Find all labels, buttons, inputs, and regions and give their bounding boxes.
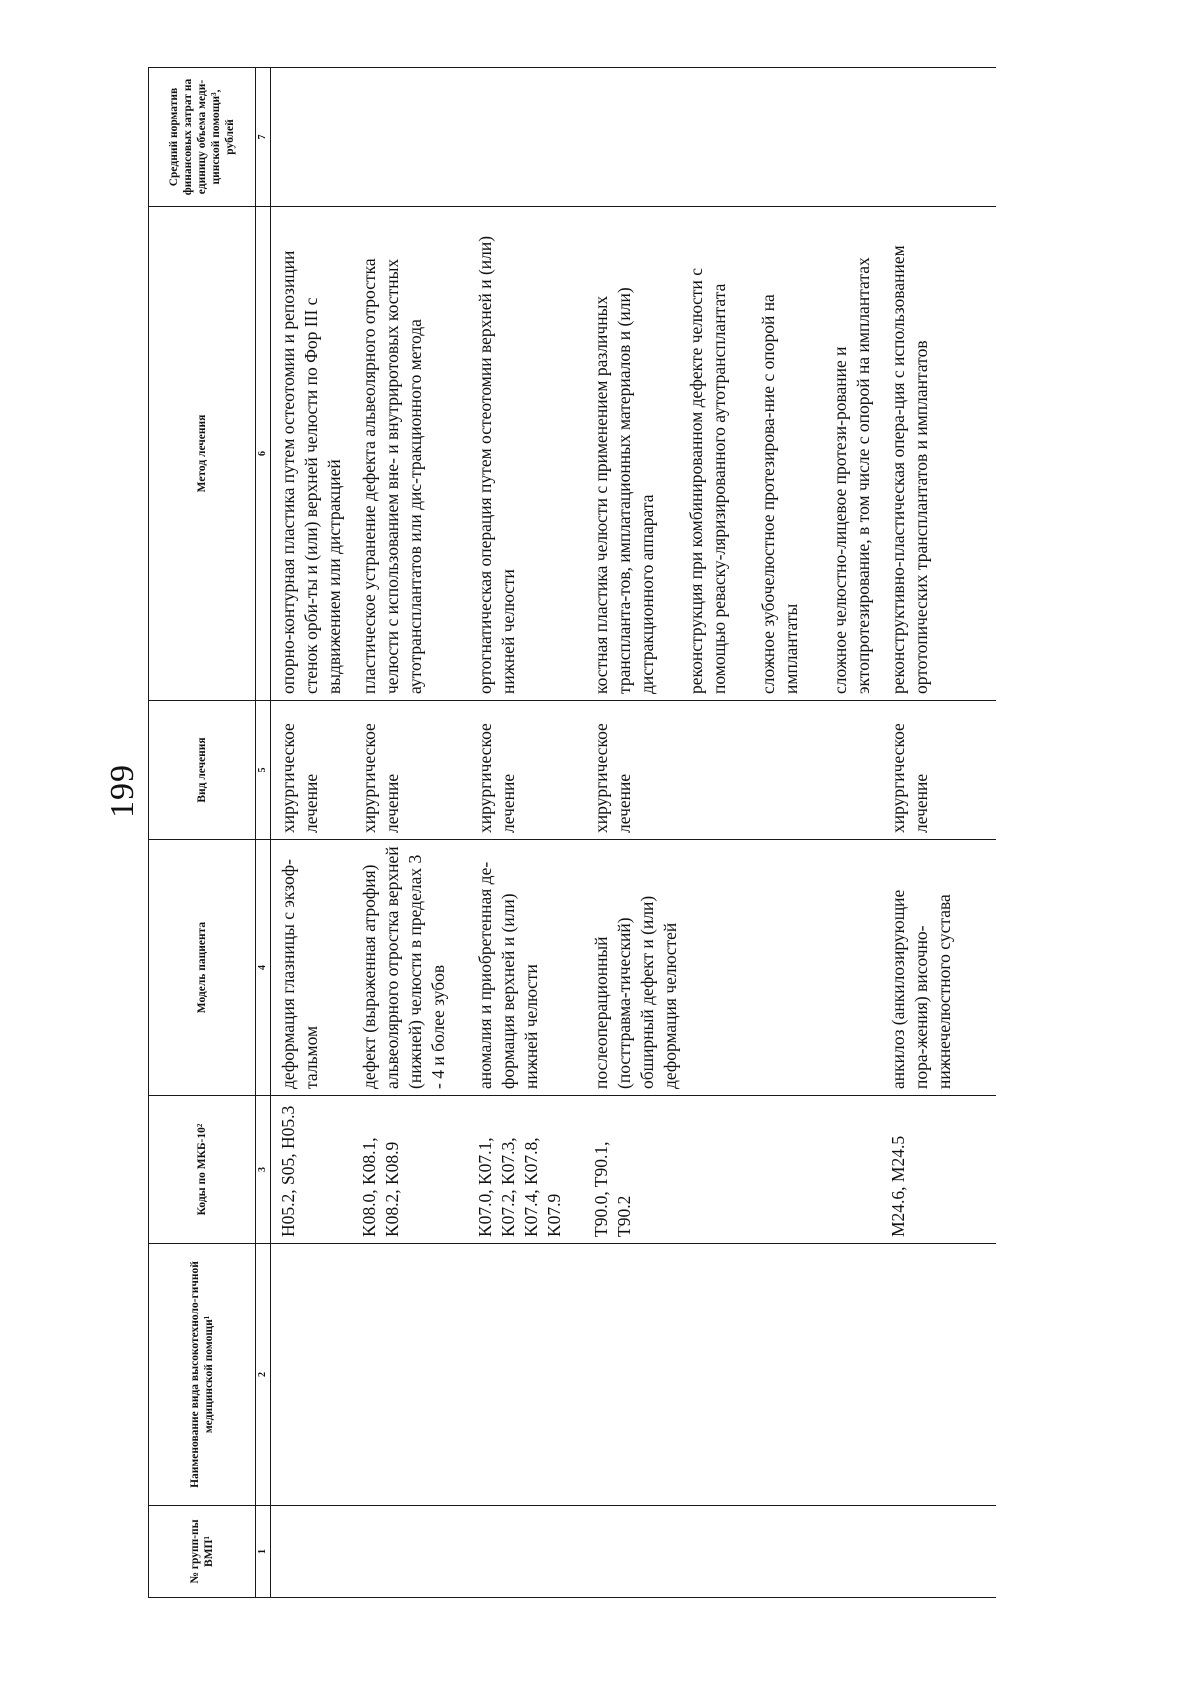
patient-model-cell: аномалия и приобретенная де-формация верхней и (или) нижней челюсти [468,840,584,1096]
treatment-table [148,67,996,1598]
method-item: пластическое устранение дефекта альвеолярного отростка челюсти с использованием вне- и внутриротовых костных аутотрансплантатов или дис-тракционного метода [359,258,425,694]
header-cell: Коды по МКБ-10² [149,1096,256,1244]
header-cell: Метод лечения [149,207,256,701]
table-row [271,68,353,1598]
patient-model-cell: анкилоз (анкилозирующие пора-жения) височно-нижнечелюстного сустава [881,840,996,1096]
treatment-type-cell: хирургическое лечение [271,701,353,840]
header-cell: Средний норматив финансовых затрат на единицу объема меди-цинской помощи³, рублей [149,68,256,207]
table-row [468,68,584,1598]
method-cell [584,207,881,701]
group-cell [584,1506,881,1598]
codes-cell: K08.0, K08.1, K08.2, K08.9 [352,1096,468,1244]
method-cell [271,207,353,701]
column-number: 5 [256,701,271,840]
patient-model-cell: дефект (выраженная атрофия) альвеолярного отростка верхней (нижней) челюсти в пределах 3 - 4 и более зубов [352,840,468,1096]
method-item: костная пластика челюсти с применением различных транспланта-тов, имплатационных материалов и (или) дистракционного аппарата [591,287,657,694]
method-item: опорно-контурная пластика путем остеотомии и репозиции стенок орби-ты и (или) верхней челюсти по Фор III с выдвижением или дистракцией [278,250,344,694]
group-cell [271,1506,353,1598]
column-number: 6 [256,207,271,701]
method-cell [881,207,996,701]
name-cell [584,1244,881,1506]
column-number: 7 [256,68,271,207]
table-row [352,68,468,1598]
group-cell [352,1506,468,1598]
treatment-type-cell: хирургическое лечение [352,701,468,840]
cost-cell [271,68,353,207]
method-cell [352,207,468,701]
treatment-type-cell: хирургическое лечение [584,701,881,840]
method-item: сложное зубочелюстное протезирова-ние с опорой на имплантаты [758,294,801,694]
method-item: ортогнатическая операция путем остеотомии верхней и (или) нижней челюсти [475,235,518,694]
header-cell: Наименование вида высокотехноло-гичной медицинской помощи¹ [149,1244,256,1506]
column-number: 3 [256,1096,271,1244]
column-number: 4 [256,840,271,1096]
cost-cell [352,68,468,207]
cost-cell [468,68,584,207]
method-item: реконструктивно-пластическая опера-ция с использованием ортотопических трансплантатов и имплантатов [888,245,931,694]
codes-cell: H05.2, S05, H05.3 [271,1096,353,1244]
header-row [149,68,256,1598]
group-cell [881,1506,996,1598]
codes-cell: K07.0, K07.1, K07.2, K07.3, K07.4, K07.8, K07.9 [468,1096,584,1244]
column-number-row [256,68,271,1598]
cost-cell [881,68,996,207]
page-number: 199 [104,764,141,818]
method-cell [468,207,584,701]
codes-cell: M24.6, M24.5 [881,1096,996,1244]
name-cell [468,1244,584,1506]
patient-model-cell: деформация глазницы с экзоф-тальмом [271,840,353,1096]
header-cell: Модель пациента [149,840,256,1096]
patient-model-cell: послеоперационный (посттравма-тический) обширный дефект и (или) деформация челюстей [584,840,881,1096]
rotated-table-container [148,68,1200,1598]
treatment-type-cell: хирургическое лечение [468,701,584,840]
codes-cell: T90.0, T90.1, T90.2 [584,1096,881,1244]
group-cell [468,1506,584,1598]
method-item: сложное челюстно-лицевое протези-рование и эктопротезирование, в том числе с опорой на имплантатах [830,257,873,694]
header-cell: Вид лечения [149,701,256,840]
name-cell [352,1244,468,1506]
treatment-type-cell: хирургическое лечение [881,701,996,840]
column-number: 1 [256,1506,271,1598]
name-cell [881,1244,996,1506]
table-row [584,68,881,1598]
name-cell [271,1244,353,1506]
header-cell: № групп-пы ВМП¹ [149,1506,256,1598]
column-number: 2 [256,1244,271,1506]
cost-cell [584,68,881,207]
method-item: реконструкция при комбинированном дефекте челюсти с помощью реваску-ляризированного аутотрансплантата [686,267,729,694]
table-row [881,68,996,1598]
